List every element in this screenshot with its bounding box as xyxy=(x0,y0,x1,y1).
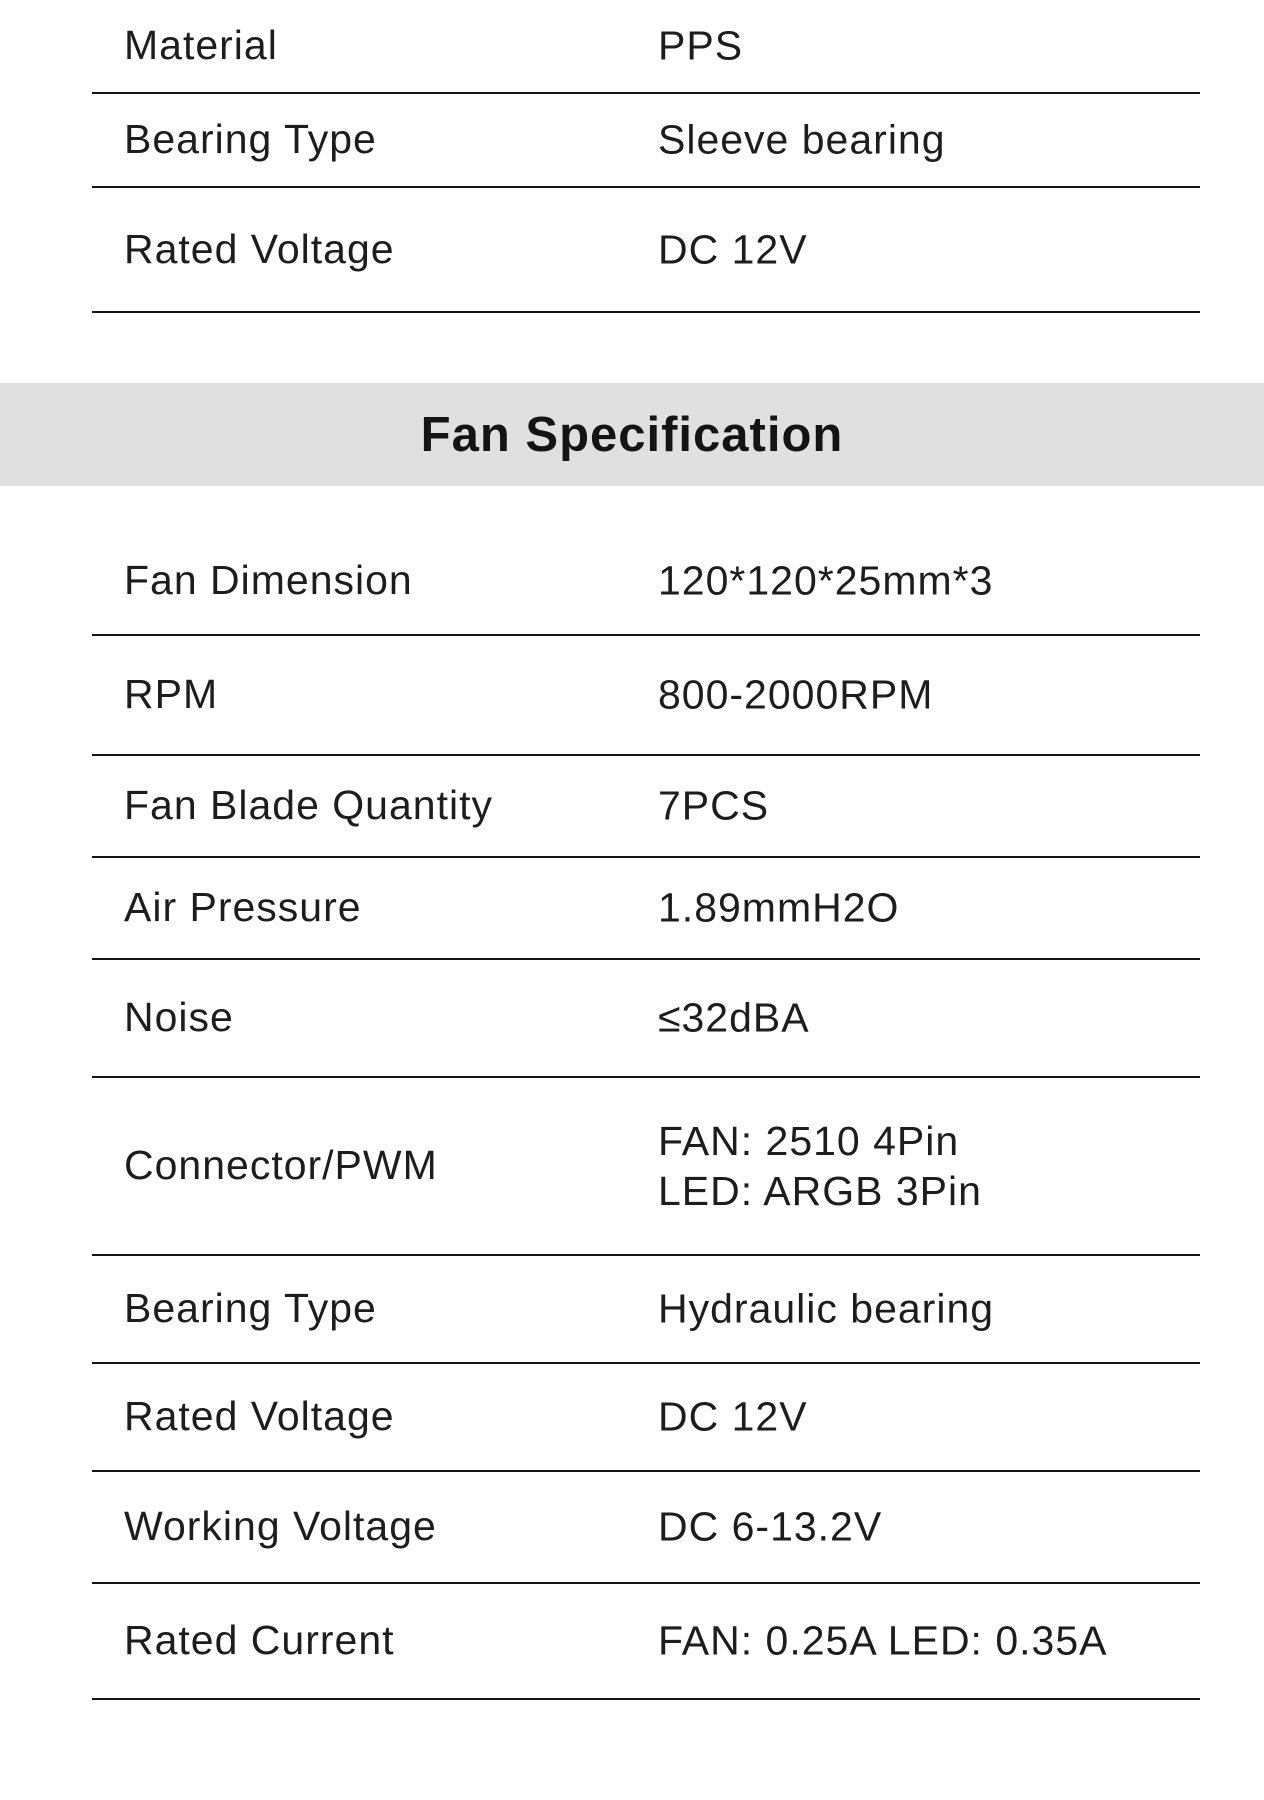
spec-value: 7PCS xyxy=(658,782,770,829)
table-row xyxy=(92,1078,1200,1256)
spec-label: RPM xyxy=(124,671,219,718)
spec-value-line: LED: ARGB 3Pin xyxy=(658,1168,982,1214)
spec-label: Working Voltage xyxy=(124,1503,437,1550)
spec-label: Bearing Type xyxy=(124,116,377,163)
table-row xyxy=(92,0,1200,94)
table-row xyxy=(92,1584,1200,1700)
spec-label: Rated Voltage xyxy=(124,225,395,272)
spec-value: FAN: 0.25A LED: 0.35A xyxy=(658,1617,1108,1664)
table-row xyxy=(92,188,1200,313)
table-row xyxy=(92,756,1200,858)
spec-value: ≤32dBA xyxy=(658,994,810,1041)
table-row xyxy=(92,636,1200,756)
spec-label: Noise xyxy=(124,994,234,1041)
table-row xyxy=(92,960,1200,1078)
spec-value xyxy=(658,1116,982,1216)
section-title: Fan Specification xyxy=(420,407,844,462)
spec-value: Hydraulic bearing xyxy=(658,1285,995,1332)
spec-label: Connector/PWM xyxy=(124,1142,438,1189)
table-row xyxy=(92,858,1200,960)
upper-spec-table xyxy=(92,0,1200,313)
fan-spec-table xyxy=(92,528,1200,1700)
section-header xyxy=(0,383,1264,486)
spec-label: Fan Blade Quantity xyxy=(124,782,493,829)
spec-value: DC 6-13.2V xyxy=(658,1503,883,1550)
spec-value: Sleeve bearing xyxy=(658,116,946,163)
table-row xyxy=(92,94,1200,188)
spec-label: Rated Current xyxy=(124,1617,395,1664)
spec-value-line: FAN: 2510 4Pin xyxy=(658,1118,960,1164)
spec-value: 1.89mmH2O xyxy=(658,884,900,931)
spec-value: PPS xyxy=(658,22,744,69)
spec-value: 800-2000RPM xyxy=(658,671,934,718)
spec-label: Bearing Type xyxy=(124,1285,377,1332)
spec-value: 120*120*25mm*3 xyxy=(658,557,994,604)
table-row xyxy=(92,1364,1200,1472)
spec-value: DC 12V xyxy=(658,225,808,272)
spec-label: Material xyxy=(124,22,278,69)
spec-label: Fan Dimension xyxy=(124,557,413,604)
spec-label: Rated Voltage xyxy=(124,1393,395,1440)
spec-value: DC 12V xyxy=(658,1393,808,1440)
spec-label: Air Pressure xyxy=(124,884,362,931)
table-row xyxy=(92,1472,1200,1584)
table-row xyxy=(92,1256,1200,1364)
table-row xyxy=(92,528,1200,636)
